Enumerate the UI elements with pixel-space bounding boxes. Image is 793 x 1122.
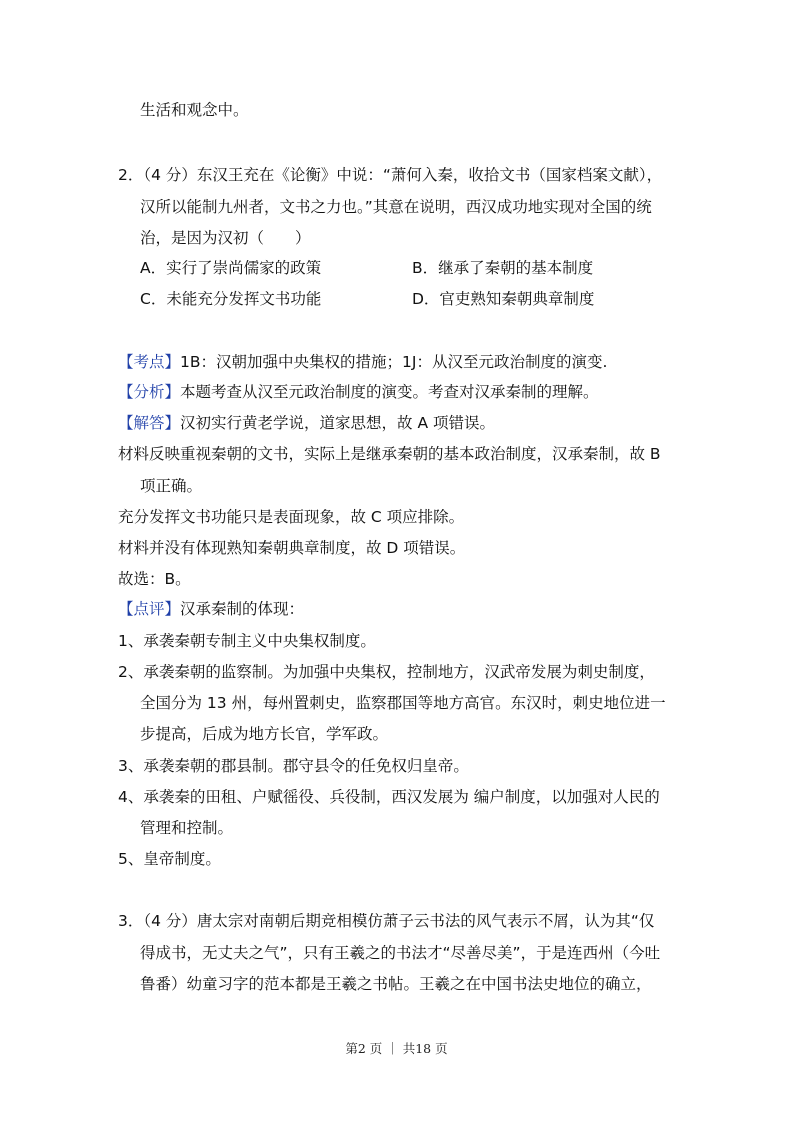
- analysis-body-line: 材料并没有体现熟知秦朝典章制度，故 D 项错误。: [118, 539, 466, 557]
- jieda-text: 汉初实行黄老学说，道家思想，故 A 项错误。: [180, 414, 495, 432]
- option-c: C．未能充分发挥文书功能: [140, 290, 322, 308]
- option-b: B．继承了秦朝的基本制度: [412, 259, 594, 277]
- question-2-stem-line: 2．（4 分）东汉王充在《论衡》中说：“萧何入秦，收拾文书（国家档案文献），: [118, 166, 663, 184]
- analysis-body-line: 充分发挥文书功能只是表面现象，故 C 项应排除。: [118, 508, 465, 526]
- kaodian-text: 1B：汉朝加强中央集权的措施；1J：从汉至元政治制度的演变.: [180, 353, 608, 371]
- dianping-point: 步提高，后成为地方长官，学军政。: [140, 725, 389, 743]
- dianping-point: 管理和控制。: [140, 819, 234, 837]
- fenxi-text: 本题考查从汉至元政治制度的演变。考查对汉承秦制的理解。: [180, 383, 599, 401]
- option-d: D．官吏熟知秦朝典章制度: [412, 290, 595, 308]
- question-2-stem-line: 治，是因为汉初（ ）: [140, 229, 311, 247]
- dianping-point: 5、皇帝制度。: [118, 850, 221, 868]
- dianping-point: 全国分为 13 州，每州置刺史，监察郡国等地方高官。东汉时，刺史地位进一: [140, 694, 666, 712]
- jieda-tag: 【解答】: [118, 414, 181, 432]
- dianping-point: 2、承袭秦朝的监察制。为加强中央集权，控制地方，汉武帝发展为刺史制度，: [118, 663, 655, 681]
- carry-over-text: 生活和观念中。: [140, 101, 249, 119]
- dianping-text: 汉承秦制的体现：: [180, 600, 305, 618]
- dianping-point: 4、承袭秦的田租、户赋徭役、兵役制，西汉发展为 编户制度，以加强对人民的: [118, 788, 660, 806]
- analysis-body-line: 项正确。: [140, 477, 203, 495]
- analysis-body-line: 故选：B。: [118, 570, 191, 588]
- question-3-stem-line: 鲁番）幼童习字的范本都是王羲之书帖。王羲之在中国书法史地位的确立，: [140, 975, 652, 993]
- dianping-tag: 【点评】: [118, 600, 181, 618]
- question-3-stem-line: 得成书，无丈夫之气”，只有王羲之的书法才“尽善尽美”，于是连西州（今吐: [140, 944, 661, 962]
- dianping-row: [118, 598, 304, 620]
- fenxi-tag: 【分析】: [118, 383, 181, 401]
- page-footer: 第2 页 ｜ 共18 页: [345, 1041, 448, 1056]
- dianping-point: 1、承袭秦朝专制主义中央集权制度。: [118, 632, 376, 650]
- fenxi-row: [118, 381, 599, 403]
- question-2-stem-line: 汉所以能制九州者，文书之力也。”其意在说明，西汉成功地实现对全国的统: [140, 198, 652, 216]
- option-a: A．实行了崇尚儒家的政策: [140, 259, 322, 277]
- kaodian-tag: 【考点】: [118, 353, 181, 371]
- question-3-stem-line: 3．（4 分）唐太宗对南朝后期竞相模仿萧子云书法的风气表示不屑，认为其“仅: [118, 912, 655, 930]
- kaodian-row: [118, 351, 607, 373]
- analysis-body-line: 材料反映重视秦朝的文书，实际上是继承秦朝的基本政治制度，汉承秦制，故 B: [118, 445, 661, 463]
- dianping-point: 3、承袭秦朝的郡县制。郡守县令的任免权归皇帝。: [118, 757, 469, 775]
- jieda-row: [118, 412, 495, 434]
